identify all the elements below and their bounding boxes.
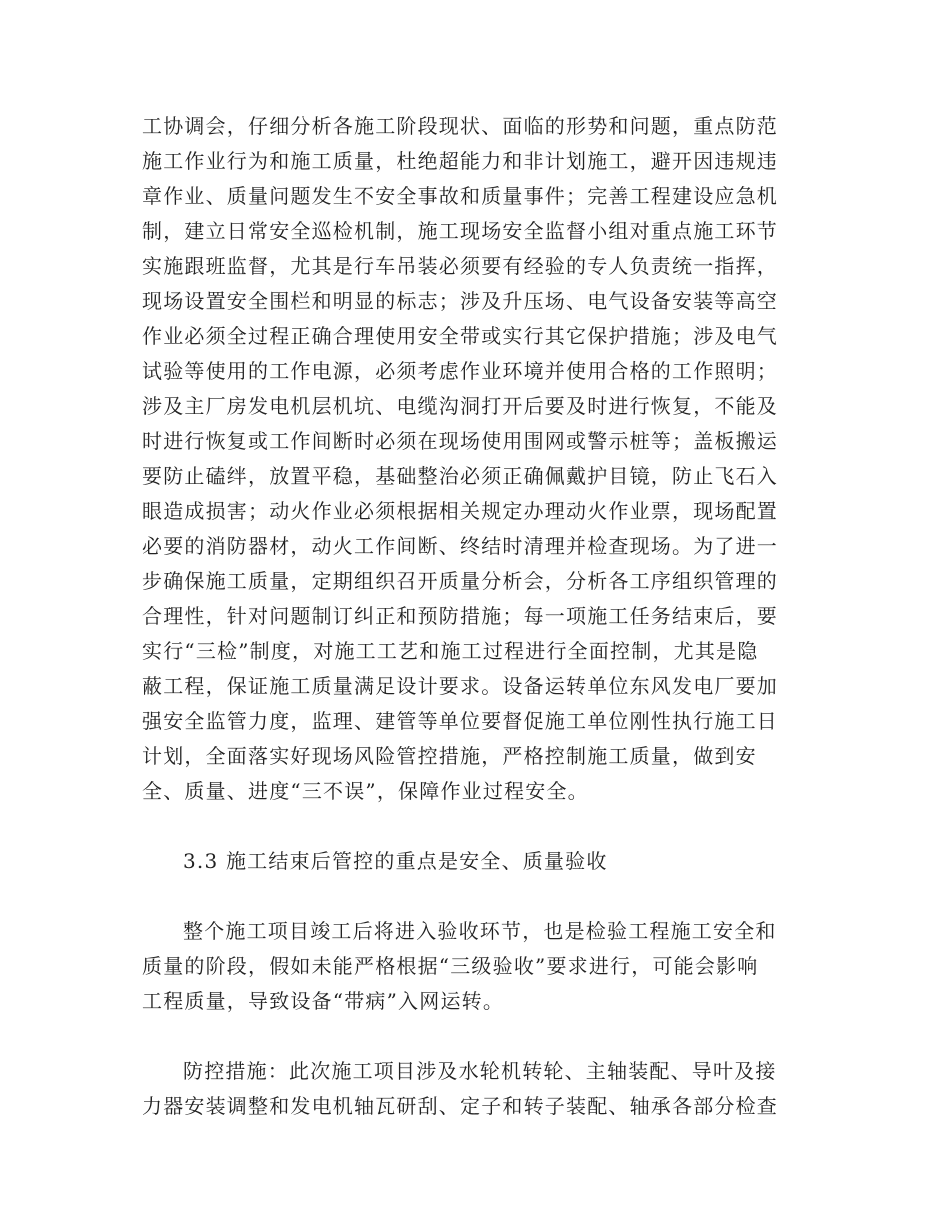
paragraph-1-line: 要防止磕绊，放置平稳，基础整治必须正确佩戴护目镜，防止飞石入 <box>142 464 778 488</box>
paragraph-1-line: 实施跟班监督，尤其是行车吊装必须要有经验的专人负责统一指挥， <box>142 254 778 278</box>
section-heading: 3.3 施工结束后管控的重点是安全、质量验收 <box>183 849 608 873</box>
paragraph-3-line: 防控措施：此次施工项目涉及水轮机转轮、主轴装配、导叶及接 <box>183 1059 777 1083</box>
paragraph-1-line: 章作业、质量问题发生不安全事故和质量事件；完善工程建设应急机 <box>142 184 778 208</box>
paragraph-1-line: 现场设置安全围栏和明显的标志；涉及升压场、电气设备安装等高空 <box>142 289 778 313</box>
paragraph-1-line: 全、质量、进度“三不误”，保障作业过程安全。 <box>142 779 589 803</box>
paragraph-1-line: 计划，全面落实好现场风险管控措施，严格控制施工质量，做到安 <box>142 744 757 768</box>
paragraph-1-line: 时进行恢复或工作间断时必须在现场使用围网或警示桩等；盖板搬运 <box>142 429 778 453</box>
paragraph-2-line: 工程质量，导致设备“带病”入网运转。 <box>142 989 505 1013</box>
paragraph-1-line: 作业必须全过程正确合理使用安全带或实行其它保护措施；涉及电气 <box>142 324 778 348</box>
paragraph-1-line: 合理性，针对问题制订纠正和预防措施；每一项施工任务结束后，要 <box>142 604 778 628</box>
paragraph-1-line: 涉及主厂房发电机层机坑、电缆沟洞打开后要及时进行恢复，不能及 <box>142 394 778 418</box>
paragraph-1-line: 步确保施工质量，定期组织召开质量分析会，分析各工序组织管理的 <box>142 569 778 593</box>
paragraph-1-line: 制，建立日常安全巡检机制，施工现场安全监督小组对重点施工环节 <box>142 219 778 243</box>
paragraph-1-line: 工协调会，仔细分析各施工阶段现状、面临的形势和问题，重点防范 <box>142 114 778 138</box>
paragraph-1-line: 试验等使用的工作电源，必须考虑作业环境并使用合格的工作照明； <box>142 359 778 383</box>
paragraph-1-line: 必要的消防器材，动火工作间断、终结时清理并检查现场。为了进一 <box>142 534 778 558</box>
paragraph-1-line: 实行“三检”制度，对施工工艺和施工过程进行全面控制，尤其是隐 <box>142 639 759 663</box>
paragraph-2-line: 整个施工项目竣工后将进入验收环节，也是检验工程施工安全和 <box>183 919 777 943</box>
paragraph-1-line: 强安全监管力度，监理、建管等单位要督促施工单位刚性执行施工日 <box>142 709 778 733</box>
paragraph-1-line: 蔽工程，保证施工质量满足设计要求。设备运转单位东风发电厂要加 <box>142 674 778 698</box>
paragraph-1-line: 眼造成损害；动火作业必须根据相关规定办理动火作业票，现场配置 <box>142 499 778 523</box>
paragraph-1-line: 施工作业行为和施工质量，杜绝超能力和非计划施工，避开因违规违 <box>142 149 778 173</box>
paragraph-2-line: 质量的阶段，假如未能严格根据“三级验收”要求进行，可能会影响 <box>142 954 759 978</box>
paragraph-3-line: 力器安装调整和发电机轴瓦研刮、定子和转子装配、轴承各部分检查 <box>142 1094 778 1118</box>
